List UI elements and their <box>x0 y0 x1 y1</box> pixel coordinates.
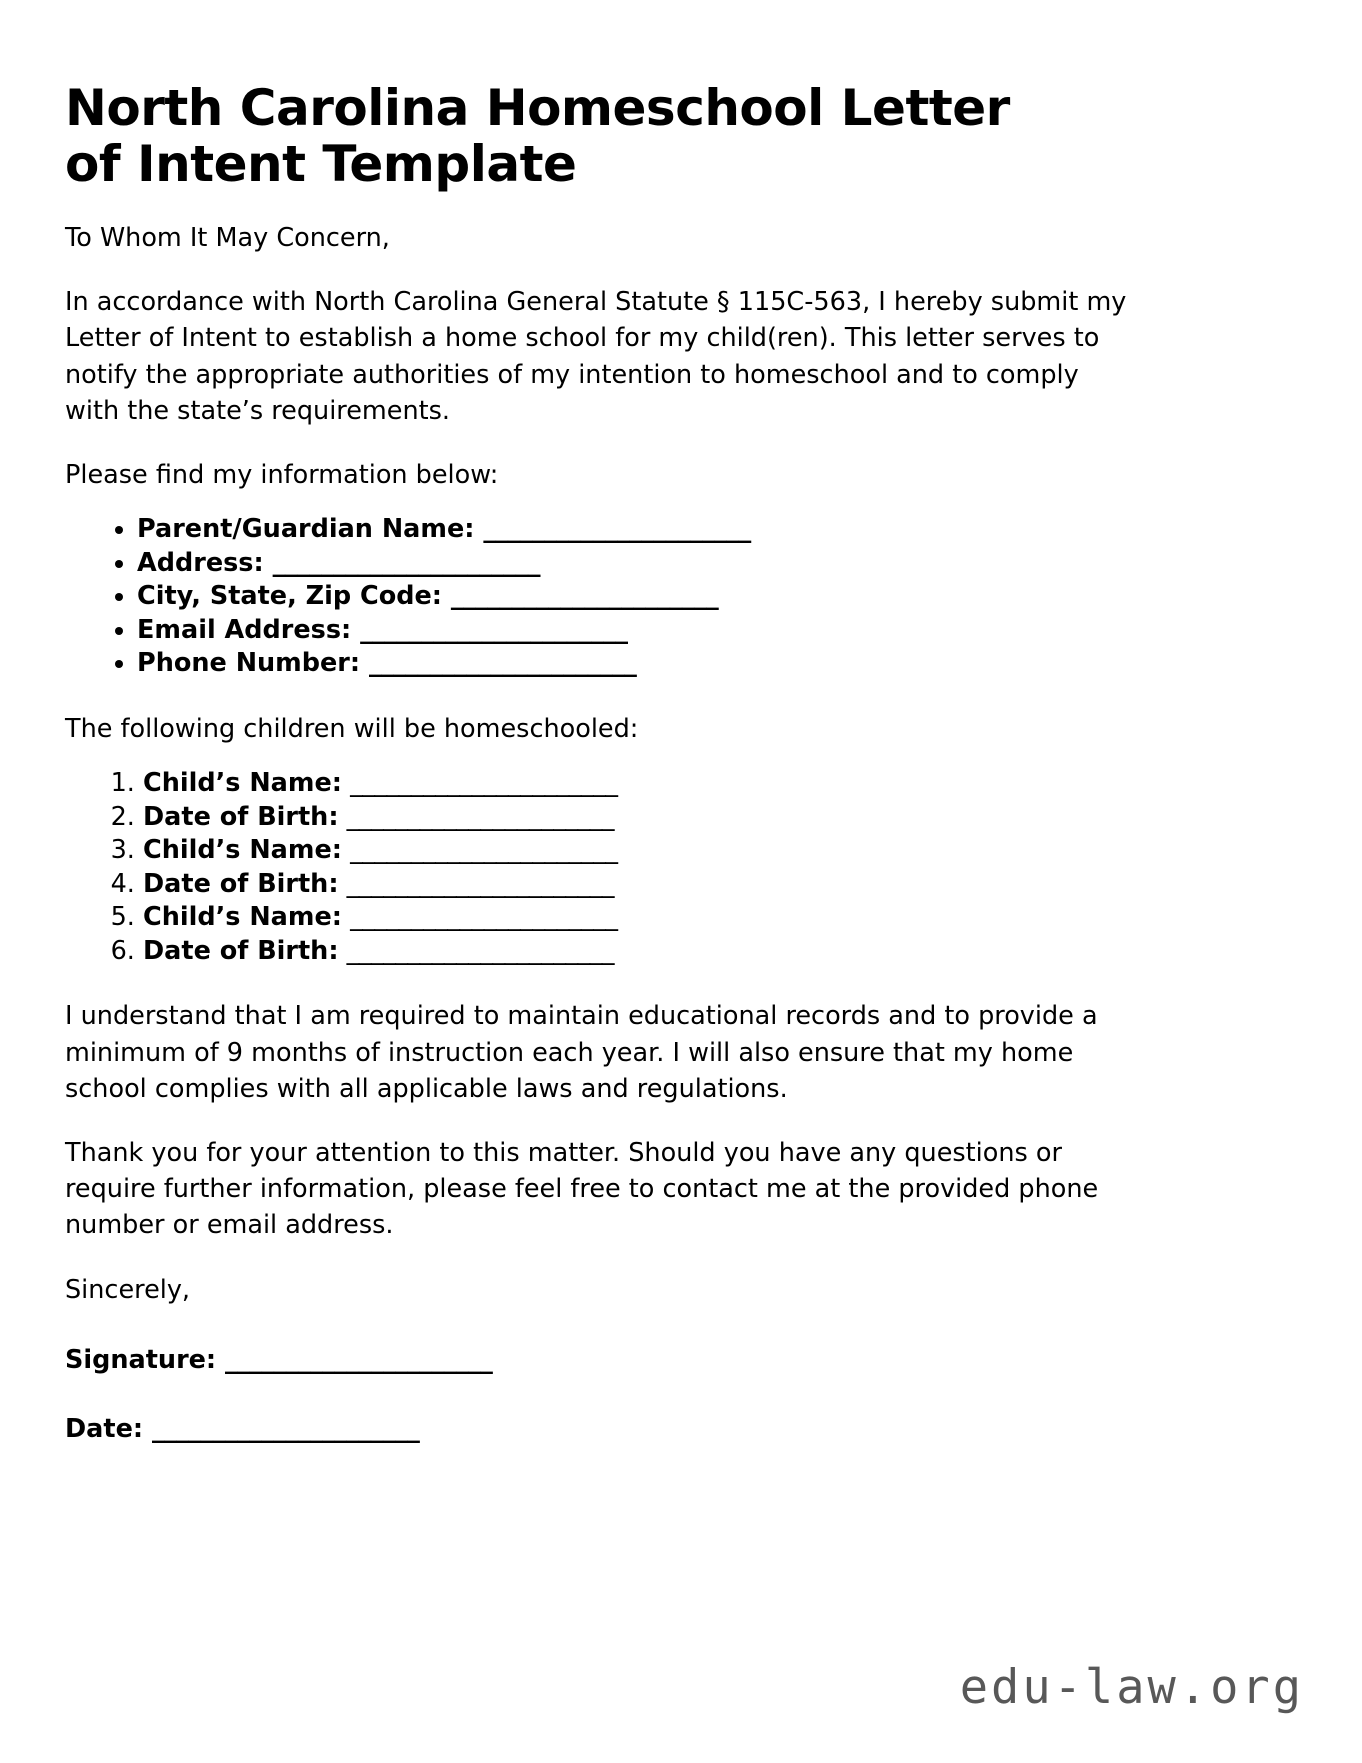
date-label: Date: <box>65 1414 144 1444</box>
child-list-item-blank[interactable]: ______________________ <box>350 835 618 866</box>
document-body <box>65 0 1135 1446</box>
signature-field <box>65 1308 1135 1377</box>
site-watermark: edu-law.org <box>959 1660 1304 1715</box>
info-list-item-blank[interactable]: ______________________ <box>483 514 751 545</box>
info-list-item-blank[interactable]: ______________________ <box>272 547 540 578</box>
child-list-item-label: Child’s Name: <box>143 902 342 933</box>
child-list-item-label: Date of Birth: <box>143 868 339 899</box>
closing-paragraph: Thank you for your attention to this matter. Should you have any questions or require further information, please feel free to contact me at the provided phone number or email address. <box>65 1138 1099 1241</box>
child-list-item-blank[interactable]: ______________________ <box>350 902 618 933</box>
child-list-item-blank[interactable]: ______________________ <box>350 768 618 799</box>
child-list-item-blank[interactable]: ______________________ <box>346 935 614 966</box>
child-list-item-label: Child’s Name: <box>143 768 342 799</box>
info-list-item <box>137 649 1135 683</box>
child-list-item <box>143 803 1135 837</box>
records-paragraph: I understand that I am required to maintain educational records and to provide a minimum of 9 months of instruction each year. I will also ensure that my home school complies with all applicable laws and regulations. <box>65 1001 1098 1104</box>
info-list-item <box>137 582 1135 616</box>
parent-info-list <box>65 493 1135 683</box>
info-list-item-label: City, State, Zip Code: <box>137 581 443 612</box>
child-list-item-blank[interactable]: ______________________ <box>346 868 614 899</box>
child-list-item <box>143 836 1135 870</box>
info-list-item <box>137 515 1135 549</box>
sign-off: Sincerely, <box>65 1274 191 1305</box>
info-list-item-blank[interactable]: ______________________ <box>368 648 637 679</box>
info-list-item-blank[interactable]: ______________________ <box>360 614 628 645</box>
info-list-item-label: Email Address: <box>137 614 352 645</box>
child-list-item <box>143 769 1135 803</box>
info-list-item-label: Phone Number: <box>137 648 361 679</box>
child-list-item <box>143 903 1135 937</box>
child-list-item-label: Date of Birth: <box>143 801 339 832</box>
child-list-item-label: Child’s Name: <box>143 835 342 866</box>
info-lead-in: Please find my information below: <box>65 460 499 491</box>
signature-blank[interactable]: ______________________ <box>225 1344 493 1375</box>
date-blank[interactable]: ______________________ <box>151 1414 420 1444</box>
page-title: North Carolina Homeschool Letter of Intent Template <box>65 79 1010 193</box>
children-list <box>65 747 1135 970</box>
signature-label: Signature: <box>65 1344 217 1375</box>
info-list-item-label: Parent/Guardian Name: <box>137 514 475 545</box>
info-list-item-blank[interactable]: ______________________ <box>450 581 719 612</box>
info-list-item <box>137 549 1135 583</box>
salutation: To Whom It May Concern, <box>65 223 390 253</box>
intro-paragraph: In accordance with North Carolina General Statute § 115C-563, I hereby submit my Letter of Intent to establish a home school for my child(ren). This letter serves to notify the appropriate authorities of my intention to homeschool and to comply with the state’s requirements. <box>65 287 1127 426</box>
child-list-item <box>143 937 1135 971</box>
info-list-item-label: Address: <box>137 547 264 578</box>
date-field <box>65 1377 1135 1446</box>
child-list-item-blank[interactable]: ______________________ <box>346 801 614 832</box>
child-list-item <box>143 870 1135 904</box>
children-lead-in: The following children will be homeschooled: <box>65 713 639 744</box>
child-list-item-label: Date of Birth: <box>143 935 339 966</box>
info-list-item <box>137 616 1135 650</box>
